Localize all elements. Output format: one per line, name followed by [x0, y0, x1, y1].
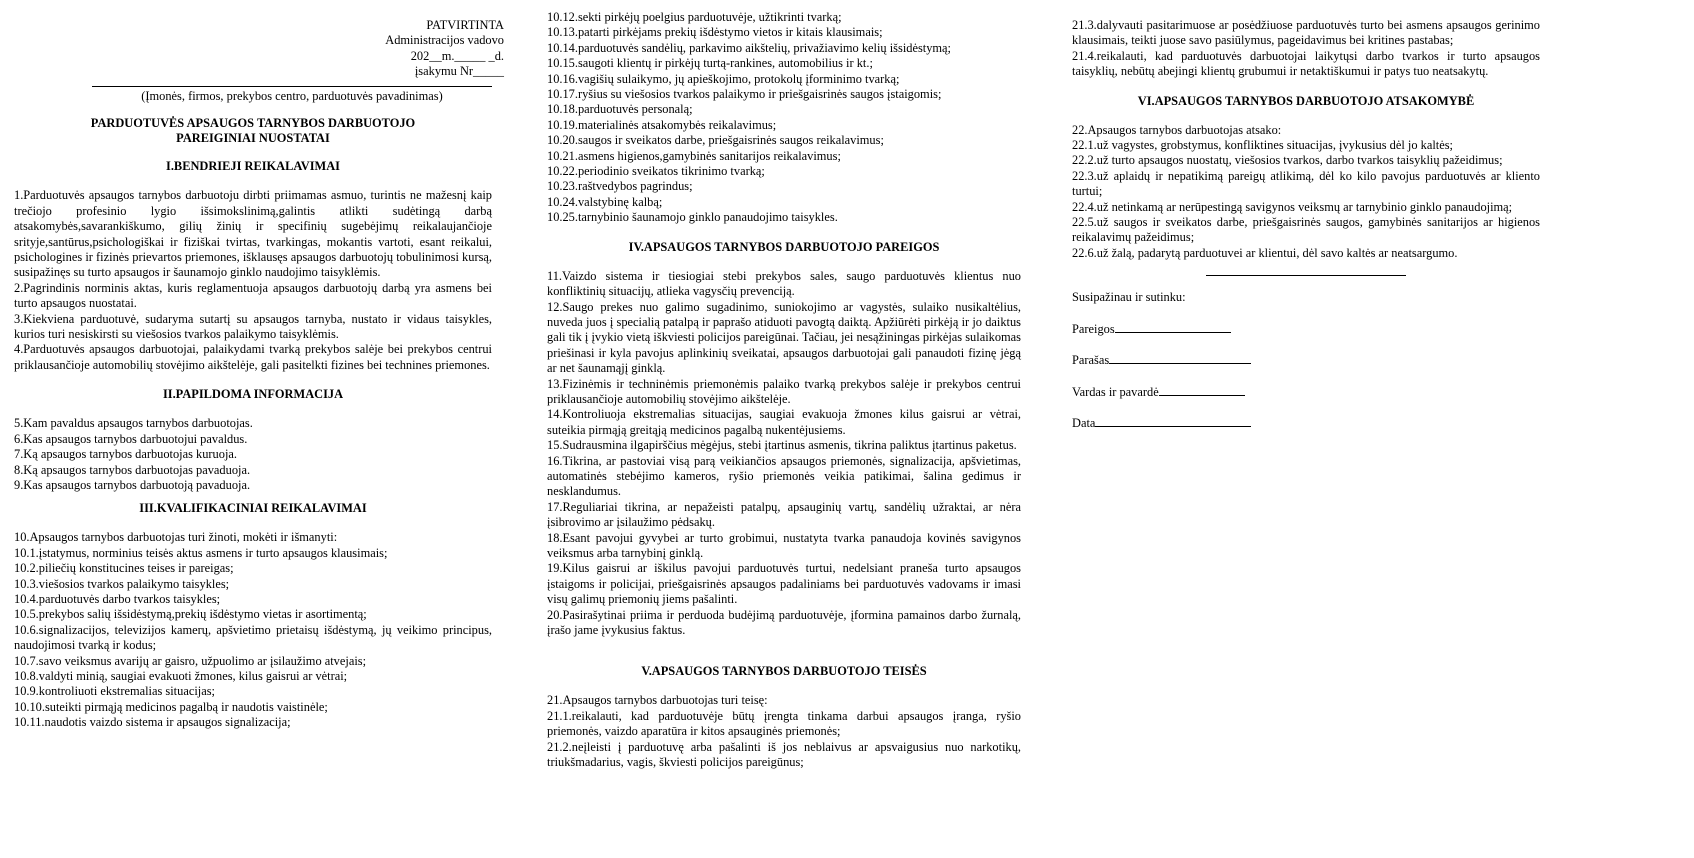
- paragraph: 12.Saugo prekes nuo galimo sugadinimo, suniokojimo ar vagystės, sulaiko nusikaltėlius, nuveda juos į specialią patalpą ir paprašo atiduoti pavogtą daiktą. Apžiūrėti pirkėją ir jo daiktus gali tik į įvykio vietą iškviesti policijos pareigūnai. Tačiau, jei nesąžiningas pirkėjas sulaikomas priešinasi ir kyla pavojus aplinkinių sveikatai, apsaugos darbuotojai gali panaudoti fizinę jėgą ar net šaunamąjį ginklą.: [547, 299, 1021, 376]
- name-label: Vardas ir pavardė: [1072, 384, 1159, 399]
- paragraph: 9.Kas apsaugos tarnybos darbuotoją pavaduoja.: [14, 477, 251, 492]
- paragraph: 3.Kiekviena parduotuvė, sudaryma sutartį su apsaugos tarnyba, nustato ir vidaus taisykles, kurios turi nesiskirsti su viešosios tvarkos palaikymo taisyklėmis.: [14, 311, 492, 342]
- paragraph: 10.10.suteikti pirmąją medicinos pagalbą ir naudotis vaistinėle;: [14, 699, 328, 714]
- paragraph: 14.Kontroliuoja ekstremalias situacijas, saugiai evakuoja žmones kilus gaisrui ar vėtrai, suteikia pirmąją greitąją medicinos pagalbą nukentėjusiems.: [547, 407, 1021, 437]
- paragraph: 21.Apsaugos tarnybos darbuotojas turi teisę:: [547, 693, 768, 708]
- signature-line: [1109, 351, 1251, 364]
- paragraph: 8.Ką apsaugos tarnybos darbuotojas pavaduoja.: [14, 462, 251, 477]
- date-field: [1072, 414, 1540, 431]
- paragraph: 10.16.vagišių sulaikymo, jų apieškojimo, protokolų įforminimo tvarką;: [547, 71, 900, 86]
- section-3-body: [14, 530, 492, 730]
- column-2: [547, 10, 1021, 770]
- paragraph: 21.3.dalyvauti pasitarimuose ar posėdžiuose parduotuvės turto bei asmens apsaugos gerinimo klausimais, teikti juose savo pasiūlymus, pageidavimus bei kritines pastabas;: [1072, 18, 1540, 48]
- approval-line-2: Administracijos vadovo: [385, 33, 504, 48]
- paragraph: 18.Esant pavojui gyvybei ar turto grobimui, nustatyta tvarka panaudoja kovinės savigynos veiksmus arba tarnybinį ginklą.: [547, 530, 1021, 560]
- section-5-continued: [1072, 18, 1540, 80]
- paragraph: 4.Parduotuvės apsaugos darbuotojai, palaikydami tvarką prekybos salėje bei prekybos centrui priklausančioje automobilių stovėjimo aikštelėje, gali pasitelkti fizines bei technines priemones.: [14, 342, 492, 372]
- acknowledgement-text: Susipažinau ir sutinku:: [1072, 290, 1186, 305]
- paragraph: 10.5.prekybos salių išsidėstymą,prekių išdėstymo vietas ir asortimentą;: [14, 607, 367, 622]
- paragraph: 10.23.raštvedybos pagrindus;: [547, 179, 693, 194]
- paragraph: 2.Pagrindinis norminis aktas, kuris reglamentuoja apsaugos darbuotojų darbą yra asmens bei turto apsaugos nuostatai.: [14, 280, 492, 311]
- paragraph: 10.14.parduotuvės sandėlių, parkavimo aikštelių, privažiavimo kelių išsidėstymą;: [547, 40, 951, 55]
- paragraph: 10.Apsaugos tarnybos darbuotojas turi žinoti, mokėti ir išmanyti:: [14, 530, 338, 545]
- approval-line-4: įsakymu Nr_____: [414, 64, 504, 79]
- paragraph: 10.18.parduotuvės personalą;: [547, 102, 693, 117]
- approval-block: [366, 18, 504, 80]
- paragraph: 10.4.parduotuvės darbo tvarkos taisykles;: [14, 591, 221, 606]
- paragraph: 10.25.tarnybinio šaunamojo ginklo panaudojimo taisykles.: [547, 210, 838, 225]
- section-2-body: [14, 416, 492, 493]
- paragraph: 21.2.neįleisti į parduotuvę arba pašalinti iš jos neblaivus ar apsvaigusius nuo narkotikų, triukšmadarius, vagis, škviesti policijos pareigūnus;: [547, 739, 1021, 770]
- section-4-body: [547, 269, 1021, 639]
- company-name-line: [92, 86, 492, 87]
- paragraph: 17.Reguliariai tikrina, ar nepažeisti patalpų, apsauginių vartų, sandėlių užraktai, ar nėra įsibrovimo ar įsilaužimo pėdsakų.: [547, 499, 1021, 530]
- paragraph: 22.1.už vagystes, grobstymus, konfliktines situacijas, įvykusius dėl jo kaltės;: [1072, 138, 1453, 153]
- paragraph: 10.15.saugoti klientų ir pirkėjų turtą-rankines, automobilius ir kt.;: [547, 56, 873, 71]
- paragraph: 10.1.įstatymus, norminius teisės aktus asmens ir turto apsaugos klausimais;: [14, 545, 388, 560]
- paragraph: 10.13.patarti pirkėjams prekių išdėstymo vietos ir kitais klausimais;: [547, 25, 883, 40]
- paragraph: 6.Kas apsaugos tarnybos darbuotojui pavaldus.: [14, 431, 248, 446]
- paragraph: 19.Kilus gaisrui ar iškilus pavojui parduotuvės turtui, nedelsiant praneša turto apsaugos įstaigoms ir policijai, priešgaisrinės apsaugos padaliniams bei parduotuvės vadovams ir imasi visų galimų priemonių jiems pašalinti.: [547, 561, 1021, 607]
- paragraph: 10.22.periodinio sveikatos tikrinimo tvarką;: [547, 164, 765, 179]
- name-field: [1072, 383, 1540, 400]
- paragraph: 22.Apsaugos tarnybos darbuotojas atsako:: [1072, 122, 1282, 137]
- document-title-line-1: PARDUOTUVĖS APSAUGOS TARNYBOS DARBUOTOJO: [90, 116, 416, 131]
- company-name-caption: (Įmonės, firmos, prekybos centro, parduotuvės pavadinimas): [141, 89, 443, 103]
- approval-line-1: PATVIRTINTA: [426, 18, 504, 32]
- paragraph: 22.3.už aplaidų ir nepatikimą pareigų atlikimą, dėl ko kilo pavojus parduotuvės ar kliento turtui;: [1072, 168, 1540, 199]
- paragraph: 22.2.už turto apsaugos nuostatų, viešosios tvarkos, darbo tvarkos taisyklių pažeidimus;: [1072, 153, 1503, 168]
- company-name-field: [92, 86, 492, 104]
- section-3-continued: [547, 10, 1021, 226]
- paragraph: 5.Kam pavaldus apsaugos tarnybos darbuotojas.: [14, 416, 253, 431]
- section-6-title: VI.APSAUGOS TARNYBOS DARBUOTOJO ATSAKOMYBĖ: [1137, 93, 1475, 108]
- section-2-title: II.PAPILDOMA INFORMACIJA: [162, 387, 344, 402]
- column-1: [14, 0, 504, 731]
- paragraph: 7.Ką apsaugos tarnybos darbuotojas kuruoja.: [14, 447, 237, 462]
- paragraph: 10.20.saugos ir sveikatos darbe, priešgaisrinės saugos reikalavimus;: [547, 133, 884, 148]
- document-title-line-2: PAREIGINIAI NUOSTATAI: [176, 130, 330, 145]
- end-divider: [1206, 275, 1406, 276]
- paragraph: 10.3.viešosios tvarkos palaikymo taisykles;: [14, 576, 230, 591]
- approval-line-3: 202__m._____ _d.: [410, 48, 504, 63]
- name-line: [1159, 383, 1245, 396]
- paragraph: 13.Fizinėmis ir techninėmis priemonėmis palaiko tvarką prekybos salėje ir prekybos centrui priklausančioje automobilių stovėjimo aikštelėje.: [547, 376, 1021, 406]
- column-3: [1072, 18, 1540, 445]
- signature-field: [1072, 351, 1540, 368]
- paragraph: 10.8.valdyti minią, saugiai evakuoti žmones, kilus gaisrui ar vėtrai;: [14, 668, 348, 683]
- section-5-title: V.APSAUGOS TARNYBOS DARBUOTOJO TEISĖS: [641, 664, 927, 679]
- paragraph: 22.5.už saugos ir sveikatos darbe, priešgaisrinės saugos, gamybinės sanitarijos ar higienos reikalavimų pažeidimus;: [1072, 215, 1540, 245]
- section-3-title: III.KVALIFIKACINIAI REIKALAVIMAI: [139, 501, 367, 516]
- paragraph: 10.24.valstybinę kalbą;: [547, 194, 663, 209]
- paragraph: 22.6.už žalą, padarytą parduotuvei ar klientui, dėl savo kaltės ar neatsargumo.: [1072, 245, 1458, 260]
- section-5-body: [547, 693, 1021, 770]
- paragraph: 10.17.ryšius su viešosios tvarkos palaikymo ir priešgaisrinės saugos įstaigomis;: [547, 87, 942, 102]
- paragraph: 21.4.reikalauti, kad parduotuvės darbuotojai laikytųsi darbo tvarkos ir turto apsaugos taisyklių, nebūtų abejingi klientų grubumui ir netaktiškumui ir patys tuo neatsakytų.: [1072, 48, 1540, 79]
- paragraph: 10.2.piliečių konstitucines teises ir pareigas;: [14, 561, 234, 576]
- paragraph: 10.6.signalizacijos, televizijos kamerų, apšvietimo prietaisų išdėstymą, jų veikimo principus, naudojimosi tvarką ir kodus;: [14, 622, 492, 653]
- paragraph: 10.11.naudotis vaizdo sistema ir apsaugos signalizacija;: [14, 715, 291, 730]
- position-field: [1072, 320, 1540, 337]
- signature-label: Parašas: [1072, 353, 1110, 368]
- paragraph: 10.21.asmens higienos,gamybinės sanitarijos reikalavimus;: [547, 148, 841, 163]
- position-line: [1115, 320, 1231, 333]
- paragraph: 10.9.kontroliuoti ekstremalias situacijas;: [14, 684, 215, 699]
- paragraph: 11.Vaizdo sistema ir tiesiogiai stebi prekybos sales, saugo parduotuvės klientus nuo konfliktinių situacijų, atlieka vagysčių prevenciją.: [547, 268, 1021, 299]
- document-title: [14, 116, 492, 145]
- paragraph: 22.4.už netinkamą ar nerūpestingą savigynos veiksmų ar tarnybinio ginklo panaudojimą;: [1072, 199, 1513, 214]
- paragraph: 10.7.savo veiksmus avarijų ar gaisro, užpuolimo ar įsilaužimo atvejais;: [14, 653, 367, 668]
- paragraph: 21.1.reikalauti, kad parduotuvėje būtų įrengta tinkama darbui apsaugos įranga, ryšio priemonės, vaizdo aparatūra ir kitos apsauginės priemonės;: [547, 708, 1021, 739]
- paragraph: 20.Pasirašytinai priima ir perduoda budėjimą parduotuvėje, įformina pamainos darbo žurnalą, įrašo jame įvykusius faktus.: [547, 607, 1021, 638]
- paragraph: 15.Sudrausmina ilgapirščius mėgėjus, stebi įtartinus asmenis, tikrina paliktus įtartinus paketus.: [547, 438, 1017, 453]
- paragraph: 10.12.sekti pirkėjų poelgius parduotuvėje, užtikrinti tvarką;: [547, 10, 842, 24]
- position-label: Pareigos: [1072, 321, 1115, 336]
- section-1-body: [14, 188, 492, 373]
- paragraph: 1.Parduotuvės apsaugos tarnybos darbuotoju dirbti priimamas asmuo, turintis ne mažesnį kaip trečiojo profesinio lygio išsimokslinimą,galintis atlikti sudėtingą darbą atsakomybės,savarankiškumo, gilių žinių ir specifinių sugebėjimų reikalaujančioje srityje,santūrus,psichologiškai ir fiziškai tvirtas, tvarkingas, mokantis vartoti, esant reikalui, psichologines ir fizinės prievartos priemones, išklausęs apsaugos darbuotojų tobulinimosi kursą, susipažinęs su turto apsaugos ir šaunamojo ginklo naudojimo taisyklėmis.: [14, 188, 492, 280]
- date-line: [1095, 414, 1251, 427]
- signature-block: [1072, 290, 1540, 431]
- section-4-title: IV.APSAUGOS TARNYBOS DARBUOTOJO PAREIGOS: [628, 239, 940, 254]
- section-1-title: I.BENDRIEJI REIKALAVIMAI: [166, 159, 340, 174]
- paragraph: 16.Tikrina, ar pastoviai visą parą veikiančios apsaugos priemonės, signalizacija, apšvietimas, automatinės stebėjimo kameros, ryšio priemonės veikia patikimai, šalina gedimus ir nesklandumus.: [547, 453, 1021, 499]
- date-label: Data: [1072, 415, 1096, 430]
- paragraph: 10.19.materialinės atsakomybės reikalavimus;: [547, 117, 777, 132]
- section-6-body: [1072, 123, 1540, 262]
